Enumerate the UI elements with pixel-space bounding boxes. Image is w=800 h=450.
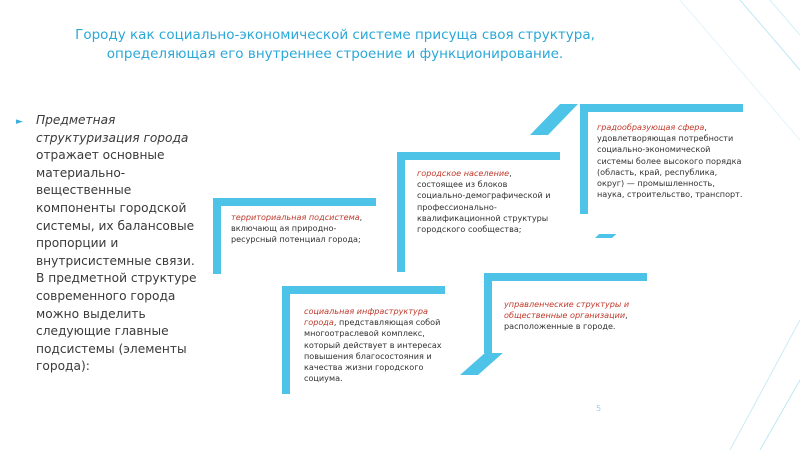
block-social-infrastructure — [282, 286, 445, 394]
block-text — [597, 122, 743, 200]
bullet-arrow-icon: ► — [16, 117, 23, 127]
block-italic-term: управленческие структуры и общественные организации — [504, 299, 630, 321]
body-text-rest: отражает основные материально-вещественные компоненты городской системы, их балансовые пропорции и внутрисистемные связи. В предметной структуре современного города можно выделить следующие главные подсистемы (элементы города): — [36, 148, 197, 374]
block-territorial — [213, 198, 376, 274]
block-bracket-top — [484, 273, 647, 281]
block-bracket-left — [484, 273, 492, 353]
block-text-rest: , удовлетворяющая потребности социально-экономической системы более высокого порядка (область, край, республика, округ) — промышленность, наука, строительство, транспорт. — [597, 122, 743, 200]
block-italic-term: территориальная подсистема — [231, 212, 360, 222]
page-number: 5 — [596, 404, 602, 413]
block-italic-term: городское население — [417, 168, 510, 178]
body-italic-term: Предметная структуризация города — [36, 113, 189, 145]
slide-title: Городу как социально-экономической системе присуща своя структура, определяющая его внутреннее строение и функционирование. — [75, 27, 595, 62]
block-text-rest: , представляющая собой многоотраслевой комплекс, который действует в интересах повышения благосостояния и качества жизни городского социума. — [304, 317, 442, 384]
block-bracket-top — [213, 198, 376, 206]
block-population — [397, 152, 560, 272]
block-italic-term: градообразующая сфера — [597, 122, 705, 132]
block-text-rest: , включающ ая природно-ресурсный потенциал города; — [231, 212, 363, 245]
block-bracket-top — [282, 286, 445, 294]
block-text — [417, 168, 557, 235]
block-bracket-left — [282, 286, 290, 394]
block-text-rest: , состоящее из блоков социально-демографической и профессионально-квалификационной структуры городского сообщества; — [417, 168, 551, 235]
block-text — [231, 212, 373, 246]
block-text — [504, 299, 644, 333]
block-city-forming — [580, 104, 743, 234]
body-paragraph — [36, 112, 204, 376]
block-bracket-top — [397, 152, 560, 160]
block-text-rest: , расположенные в городе. — [504, 310, 628, 332]
block-bracket-left — [580, 104, 588, 214]
block-text — [304, 306, 447, 384]
block-bracket-left — [213, 198, 221, 274]
block-italic-term: социальная инфраструктура города — [304, 306, 428, 328]
block-bracket-left — [397, 152, 405, 272]
block-bracket-top — [580, 104, 743, 112]
block-management — [484, 273, 647, 353]
